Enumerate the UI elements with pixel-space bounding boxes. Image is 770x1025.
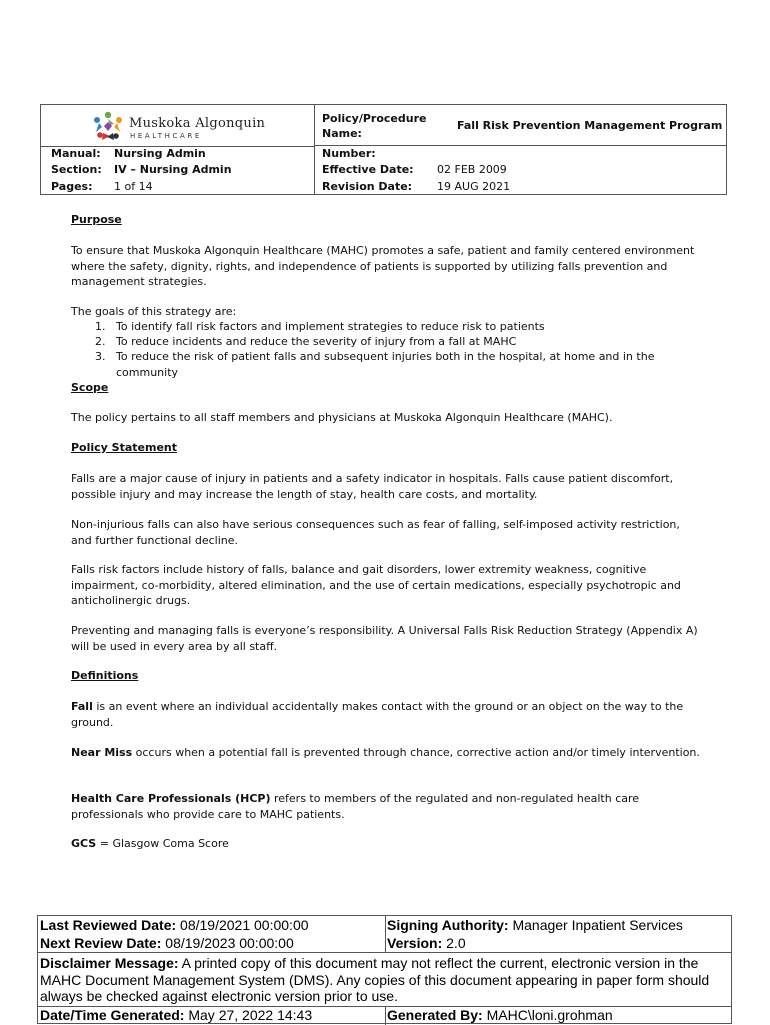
definition-term: Near Miss xyxy=(71,746,133,759)
goal-item: 2. To reduce incidents and reduce the severity of injury from a fall at MAHC xyxy=(95,335,517,348)
pages-label: Pages: xyxy=(51,180,93,193)
scope-heading: Scope xyxy=(71,381,109,394)
policy-paragraph: Falls are a major cause of injury in patients and a safety indicator in hospitals. Falls cause patient discomfort, possible injury and may increase the length of stay, health care costs, and mortality. xyxy=(71,472,674,501)
definition-item xyxy=(71,836,701,852)
definition-term: GCS xyxy=(71,837,97,850)
definitions-heading: Definitions xyxy=(71,669,139,682)
generated-by: Generated By: MAHC\loni.grohman xyxy=(387,1007,613,1023)
scope-text: The policy pertains to all staff members and physicians at Muskoka Algonquin Healthcare (MAHC). xyxy=(71,411,613,424)
definition-text: refers to members of the regulated and non-regulated health care professionals who provide care to MAHC patients. xyxy=(71,792,640,821)
definition-item xyxy=(71,699,701,730)
definition-text: occurs when a potential fall is prevented through chance, corrective action and/or timely intervention. xyxy=(132,746,700,759)
revision-date-label: Revision Date: xyxy=(322,180,413,193)
version: Version: 2.0 xyxy=(387,935,466,951)
purpose-heading: Purpose xyxy=(71,213,122,226)
section-label: Section: xyxy=(51,163,102,176)
definition-text: is an event where an individual accidentally makes contact with the ground or an object on the way to the ground. xyxy=(71,700,684,729)
goal-item: 1. To identify fall risk factors and implement strategies to reduce risk to patients xyxy=(95,320,545,333)
logo-figures-icon xyxy=(90,110,126,144)
policy-title: Fall Risk Prevention Management Program xyxy=(457,119,723,132)
policy-name-label-line2: Name: xyxy=(322,127,362,140)
manual-value: Nursing Admin xyxy=(114,147,206,160)
definition-text: = Glasgow Coma Score xyxy=(96,837,229,850)
definition-term: Fall xyxy=(71,700,93,713)
policy-paragraph: Non-injurious falls can also have serious consequences such as fear of falling, self-imposed activity restriction, and further functional decline. xyxy=(71,518,680,547)
mahc-logo xyxy=(90,110,280,144)
revision-date-value: 19 AUG 2021 xyxy=(437,180,511,193)
effective-date-value: 02 FEB 2009 xyxy=(437,163,507,176)
policy-paragraph: Falls risk factors include history of falls, balance and gait disorders, lower extremity weakness, cognitive impairment, co-morbidity, altered elimination, and the use of certain medications, especially psychotropic and anticholinergic drugs. xyxy=(71,563,681,607)
policy-statement-heading: Policy Statement xyxy=(71,441,178,454)
document-footer-table xyxy=(37,915,732,1024)
logo-subtitle: HEALTHCARE xyxy=(130,132,202,140)
goals-intro: The goals of this strategy are: xyxy=(71,305,237,318)
manual-label: Manual: xyxy=(51,147,101,160)
definition-item xyxy=(71,745,701,761)
disclaimer-message: Disclaimer Message: A printed copy of this document may not reflect the current, electronic version in the MAHC Document Management System (DMS). Any copies of this document appearing in paper form should always be checked against electronic version prior to use. xyxy=(40,955,710,1004)
next-review: Next Review Date: 08/19/2023 00:00:00 xyxy=(40,935,294,951)
policy-name-label-line1: Policy/Procedure xyxy=(322,112,427,125)
effective-date-label: Effective Date: xyxy=(322,163,414,176)
signing-authority: Signing Authority: Manager Inpatient Services xyxy=(387,917,683,933)
section-value: IV – Nursing Admin xyxy=(114,163,232,176)
goal-item: 3. To reduce the risk of patient falls and subsequent injuries both in the hospital, at home and in the community xyxy=(95,350,655,379)
number-label: Number: xyxy=(322,147,376,160)
policy-header-table xyxy=(40,104,727,195)
definition-term: Health Care Professionals (HCP) xyxy=(71,792,271,805)
date-time-generated: Date/Time Generated: May 27, 2022 14:43 xyxy=(40,1007,313,1023)
logo-name: Muskoka Algonquin xyxy=(129,116,266,131)
policy-paragraph: Preventing and managing falls is everyone’s responsibility. A Universal Falls Risk Reduction Strategy (Appendix A) will be used in every area by all staff. xyxy=(71,624,698,653)
purpose-text: To ensure that Muskoka Algonquin Healthcare (MAHC) promotes a safe, patient and family centered environment where the safety, dignity, rights, and independence of patients is supported by utilizing falls prevention and management strategies. xyxy=(71,244,695,288)
pages-value: 1 of 14 xyxy=(114,180,153,193)
last-reviewed: Last Reviewed Date: 08/19/2021 00:00:00 xyxy=(40,917,309,933)
definition-item xyxy=(71,791,701,822)
